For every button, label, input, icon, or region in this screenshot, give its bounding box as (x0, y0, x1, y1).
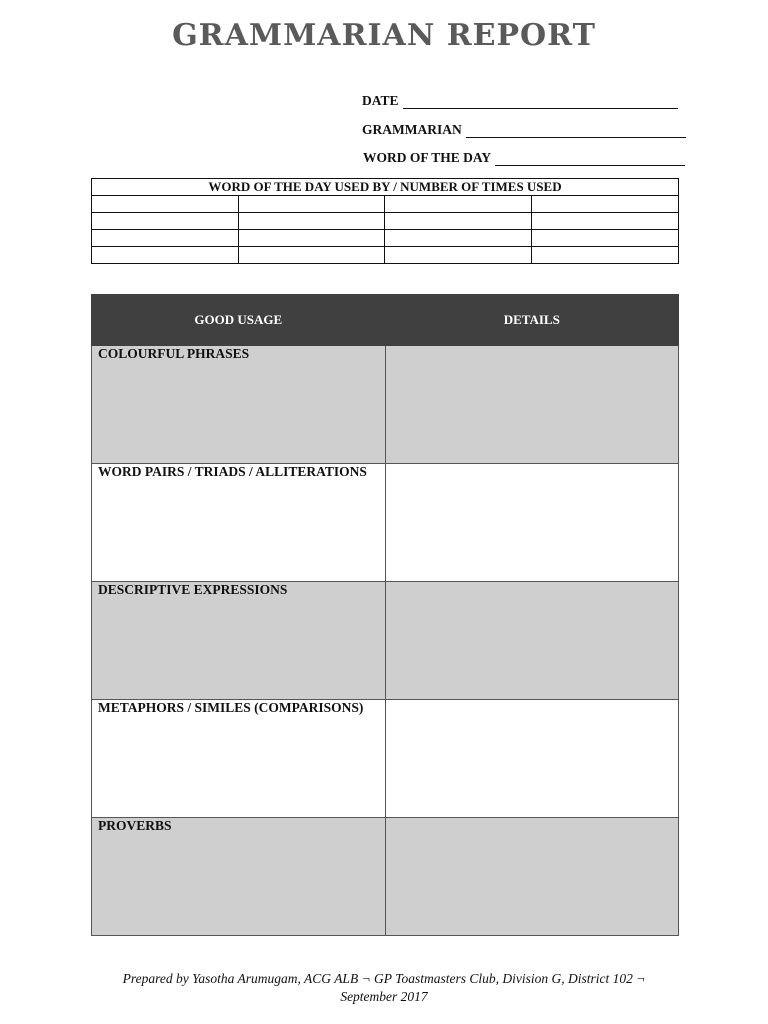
good-usage-header: GOOD USAGE (92, 295, 386, 346)
table-row (92, 230, 679, 247)
footer-credit (0, 970, 768, 1006)
grammarian-line[interactable] (466, 125, 686, 138)
details-cell[interactable] (385, 818, 679, 936)
table-cell[interactable] (92, 196, 239, 213)
table-row (92, 464, 679, 582)
table-row (92, 247, 679, 264)
usage-category-label: DESCRIPTIVE EXPRESSIONS (98, 582, 288, 597)
table-cell[interactable] (532, 196, 679, 213)
table-cell[interactable] (238, 196, 385, 213)
table-cell[interactable] (385, 230, 532, 247)
table-cell[interactable] (238, 213, 385, 230)
usage-category-cell (92, 464, 386, 582)
details-cell[interactable] (385, 464, 679, 582)
details-cell[interactable] (385, 700, 679, 818)
details-cell[interactable] (385, 346, 679, 464)
table-cell[interactable] (238, 230, 385, 247)
date-label: DATE (362, 93, 399, 108)
date-line[interactable] (403, 96, 678, 109)
usage-category-cell (92, 582, 386, 700)
word-of-the-day-field[interactable] (363, 150, 685, 166)
usage-category-label: METAPHORS / SIMILES (COMPARISONS) (98, 700, 364, 715)
word-usage-count-table (91, 178, 679, 264)
usage-category-label: COLOURFUL PHRASES (98, 346, 250, 361)
usage-category-label: PROVERBS (98, 818, 172, 833)
count-table-header: WORD OF THE DAY USED BY / NUMBER OF TIMES USED (92, 179, 679, 196)
usage-category-cell (92, 700, 386, 818)
grammarian-field[interactable] (362, 122, 686, 138)
word-of-the-day-line[interactable] (495, 153, 685, 166)
table-row (92, 818, 679, 936)
usage-category-cell (92, 346, 386, 464)
footer-line-1: Prepared by Yasotha Arumugam, ACG ALB ¬ GP Toastmasters Club, Division G, District 102 ¬ (122, 971, 646, 986)
table-cell[interactable] (238, 247, 385, 264)
table-cell[interactable] (385, 213, 532, 230)
table-cell[interactable] (532, 213, 679, 230)
table-row (92, 582, 679, 700)
details-header: DETAILS (385, 295, 679, 346)
details-cell[interactable] (385, 582, 679, 700)
date-field[interactable] (362, 93, 678, 109)
table-row (92, 213, 679, 230)
table-cell[interactable] (92, 247, 239, 264)
table-row (92, 700, 679, 818)
good-usage-table (91, 294, 679, 936)
table-row (92, 346, 679, 464)
footer-line-2: September 2017 (340, 989, 428, 1004)
table-cell[interactable] (532, 247, 679, 264)
table-cell[interactable] (385, 196, 532, 213)
table-row (92, 196, 679, 213)
table-cell[interactable] (92, 213, 239, 230)
usage-category-label: WORD PAIRS / TRIADS / ALLITERATIONS (98, 464, 367, 479)
table-cell[interactable] (532, 230, 679, 247)
table-cell[interactable] (92, 230, 239, 247)
grammarian-label: GRAMMARIAN (362, 122, 462, 137)
table-cell[interactable] (385, 247, 532, 264)
usage-category-cell (92, 818, 386, 936)
page-title: GRAMMARIAN REPORT (172, 18, 596, 53)
word-of-the-day-label: WORD OF THE DAY (363, 150, 492, 165)
